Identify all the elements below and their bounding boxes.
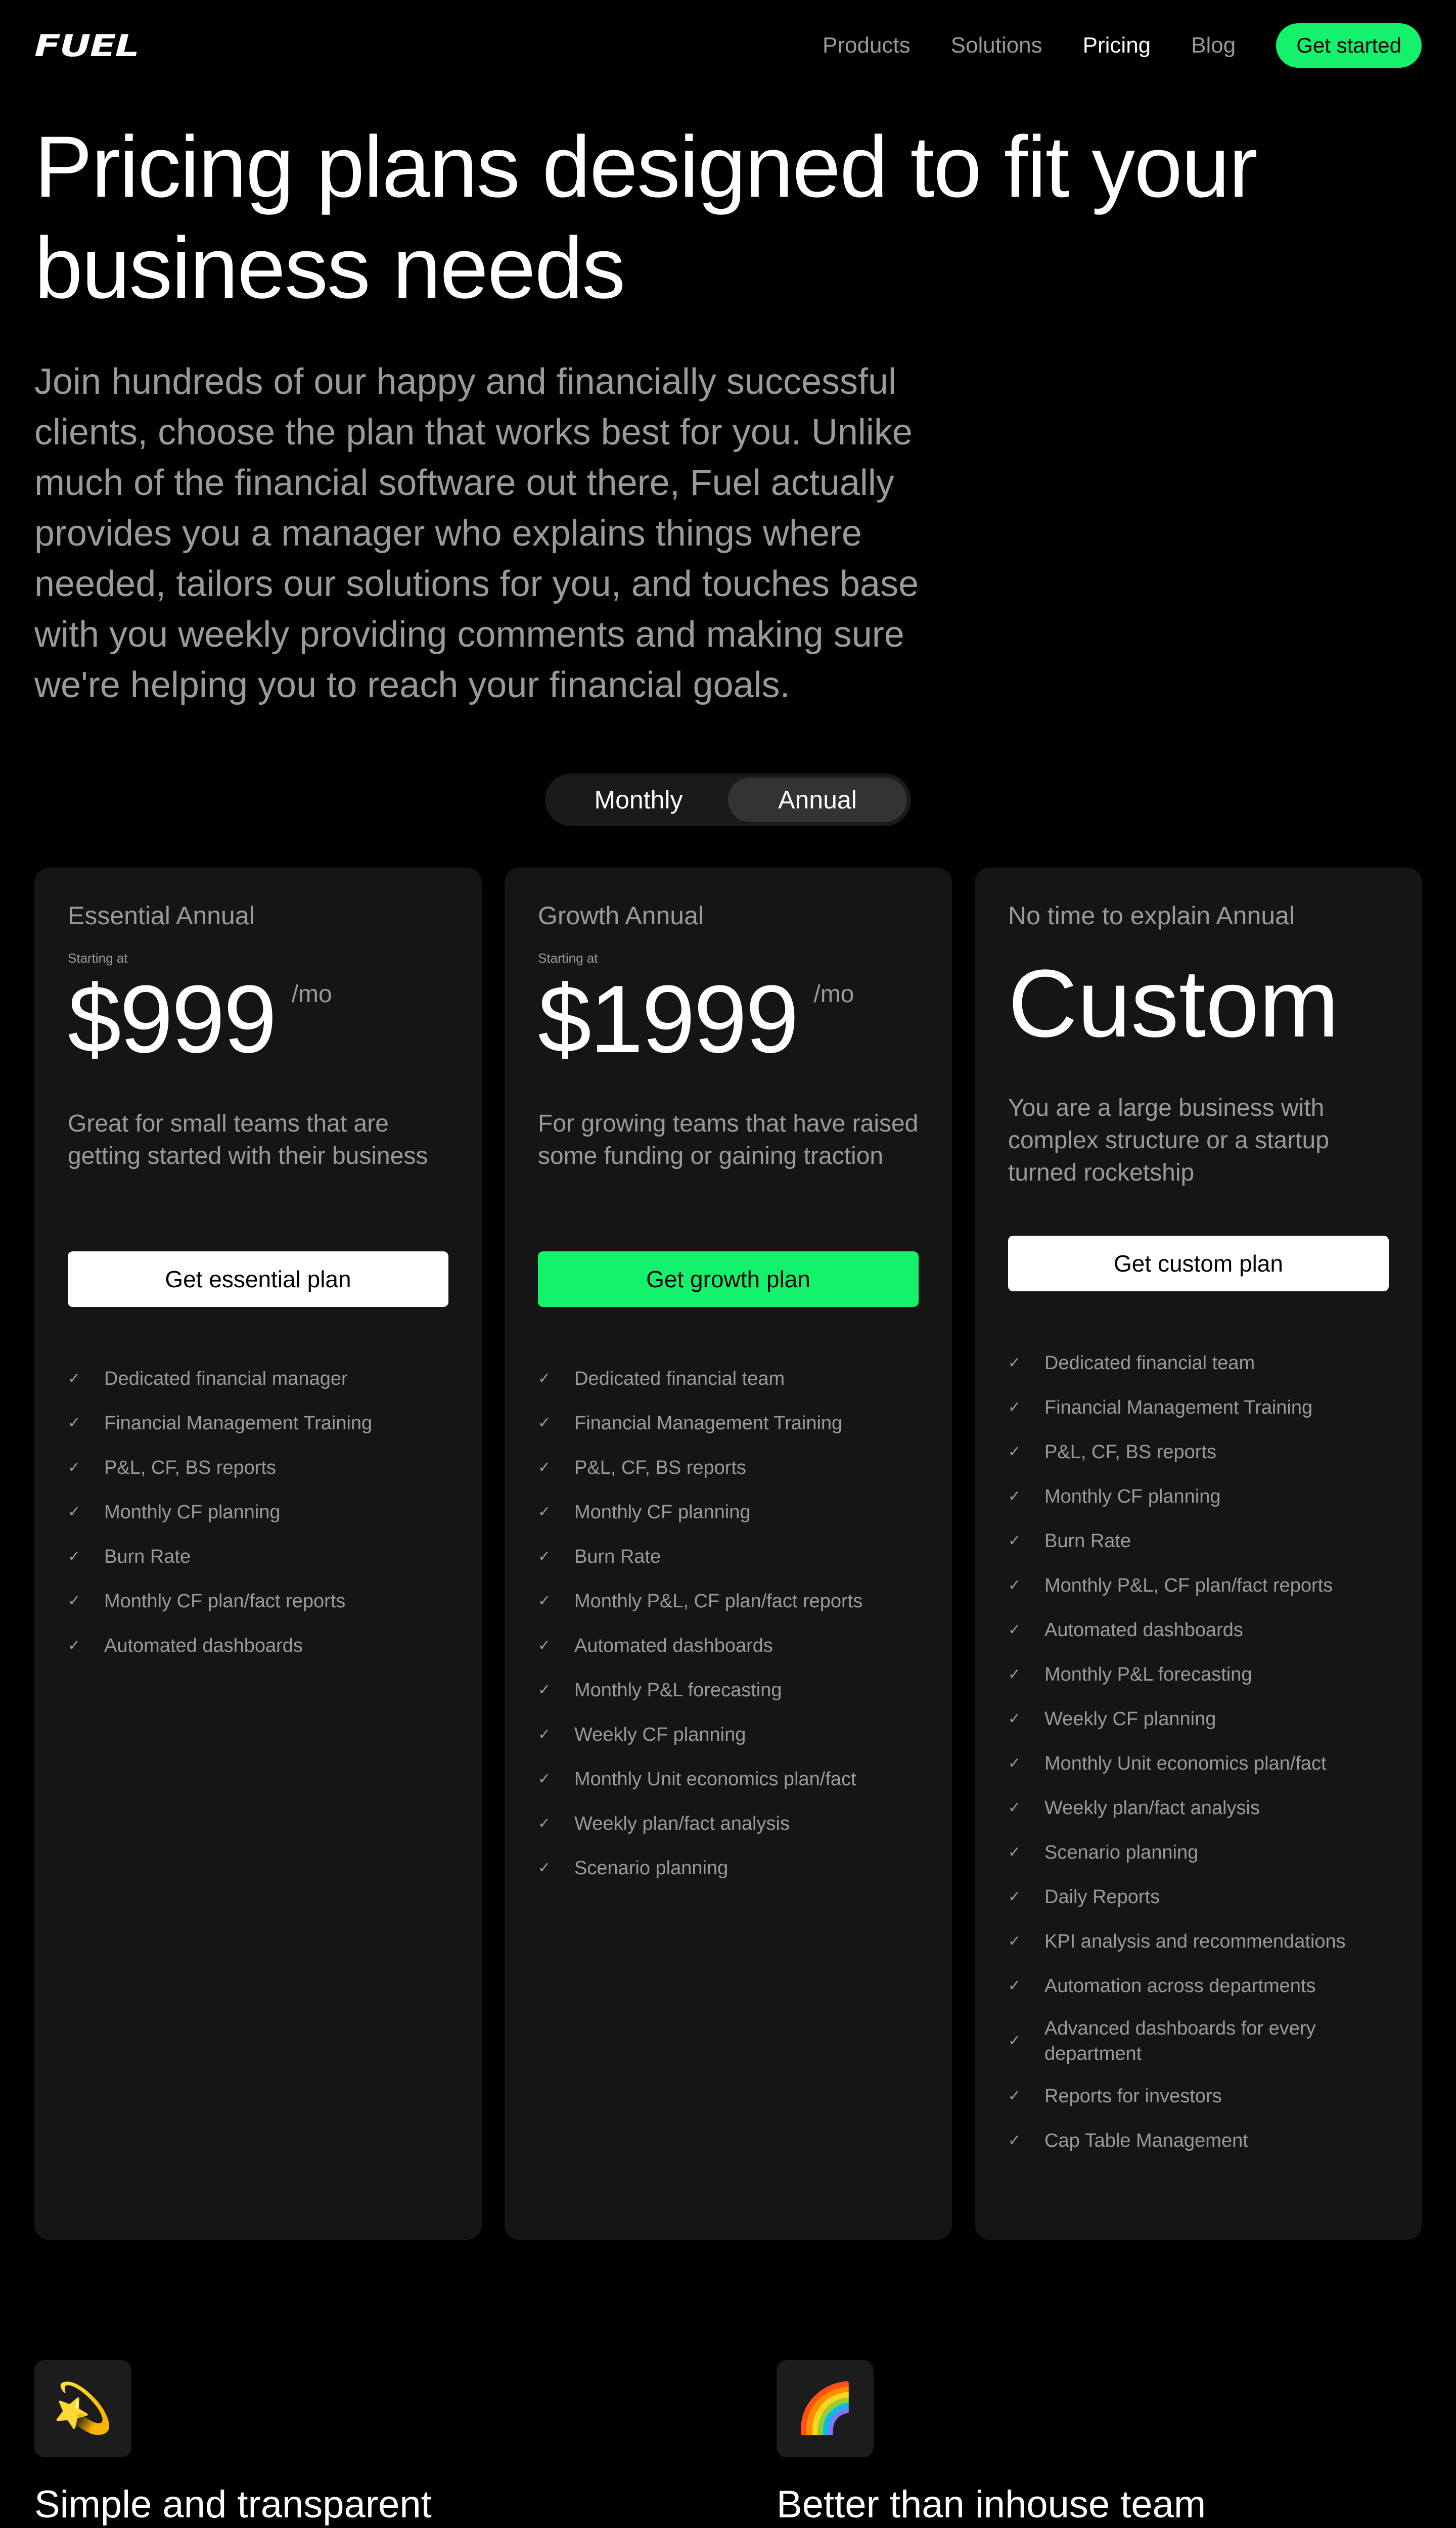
check-icon: ✓ — [68, 1593, 81, 1609]
check-icon: ✓ — [68, 1370, 81, 1387]
feature-item: ✓ Dedicated financial manager — [68, 1357, 448, 1401]
feature-item: ✓ Dedicated financial team — [538, 1357, 919, 1401]
feature-item: ✓ Daily Reports — [1008, 1875, 1389, 1919]
feature-item: ✓ Monthly P&L, CF plan/fact reports — [538, 1579, 919, 1623]
value-prop-title: Better than inhouse team — [777, 2483, 1206, 2526]
plan-card-growth — [505, 868, 952, 2240]
feature-item: ✓ Automated dashboards — [1008, 1608, 1389, 1652]
feature-list — [1008, 1341, 1389, 2163]
check-icon: ✓ — [538, 1815, 551, 1832]
starting-at-label: Starting at — [68, 951, 128, 966]
feature-item: ✓ Automation across departments — [1008, 1964, 1389, 2008]
feature-item: ✓ Burn Rate — [538, 1534, 919, 1579]
price-period: /mo — [291, 981, 332, 1008]
feature-item: ✓ Scenario planning — [1008, 1830, 1389, 1875]
nav-link-products[interactable]: Products — [823, 33, 911, 58]
check-icon: ✓ — [1008, 2033, 1021, 2049]
plan-price: $999 — [68, 966, 276, 1073]
plan-name: No time to explain Annual — [1008, 901, 1295, 930]
check-icon: ✓ — [1008, 1577, 1021, 1594]
check-icon: ✓ — [538, 1415, 551, 1431]
feature-item: ✓ Financial Management Training — [68, 1401, 448, 1446]
check-icon: ✓ — [538, 1593, 551, 1609]
nav-link-blog[interactable]: Blog — [1191, 33, 1236, 58]
page-title: Pricing plans designed to fit your business needs — [34, 118, 1257, 317]
plan-description: You are a large business with complex structure or a startup turned rocketship — [1008, 1095, 1329, 1186]
rainbow-icon: 🌈 — [777, 2360, 874, 2457]
feature-item: ✓ Weekly plan/fact analysis — [538, 1801, 919, 1846]
check-icon: ✓ — [538, 1726, 551, 1743]
plan-name: Essential Annual — [68, 901, 255, 930]
feature-item: ✓ Scenario planning — [538, 1846, 919, 1890]
feature-item: ✓ KPI analysis and recommendations — [1008, 1919, 1389, 1964]
check-icon: ✓ — [68, 1548, 81, 1565]
check-icon: ✓ — [1008, 1443, 1021, 1460]
nav-link-solutions[interactable]: Solutions — [950, 33, 1042, 58]
plan-card-essential — [34, 868, 482, 2240]
check-icon: ✓ — [1008, 1666, 1021, 1683]
plan-price: $1999 — [538, 966, 798, 1073]
nav-links — [823, 23, 1422, 68]
nav-link-pricing[interactable]: Pricing — [1082, 33, 1151, 58]
plan-card-custom — [975, 868, 1422, 2240]
feature-item: ✓ Dedicated financial team — [1008, 1341, 1389, 1385]
toggle-monthly[interactable]: Monthly — [594, 786, 683, 814]
feature-item: ✓ Monthly Unit economics plan/fact — [1008, 1741, 1389, 1786]
sparkle-icon: 💫 — [34, 2360, 131, 2457]
plan-description: Great for small teams that are getting started with their business — [68, 1110, 428, 1169]
check-icon: ✓ — [1008, 1888, 1021, 1905]
starting-at-label: Starting at — [538, 951, 598, 966]
check-icon: ✓ — [538, 1370, 551, 1387]
feature-item: ✓ Automated dashboards — [68, 1623, 448, 1668]
check-icon: ✓ — [538, 1682, 551, 1698]
check-icon: ✓ — [68, 1637, 81, 1654]
feature-item: ✓ Cap Table Management — [1008, 2118, 1389, 2163]
nav-get-started-button[interactable]: Get started — [1276, 23, 1422, 68]
toggle-annual[interactable]: Annual — [728, 778, 907, 822]
feature-item: ✓ Monthly CF planning — [68, 1490, 448, 1534]
check-icon: ✓ — [538, 1504, 551, 1520]
feature-item: ✓ Weekly plan/fact analysis — [1008, 1786, 1389, 1830]
billing-toggle — [545, 774, 911, 826]
feature-list — [538, 1357, 919, 1890]
check-icon: ✓ — [68, 1504, 81, 1520]
check-icon: ✓ — [1008, 1355, 1021, 1371]
feature-item: ✓ P&L, CF, BS reports — [538, 1446, 919, 1490]
feature-item: ✓ P&L, CF, BS reports — [68, 1446, 448, 1490]
feature-item: ✓ Reports for investors — [1008, 2074, 1389, 2118]
hero-description: Join hundreds of our happy and financially successful clients, choose the plan that works best for you. Unlike much of the financial software out there, Fuel actually provides you a manager who explains things where needed, tailors our solutions for you, and touches base with you weekly providing comments and making sure we're helping you to reach your financial goals. — [34, 362, 919, 705]
top-nav — [34, 23, 1422, 68]
check-icon: ✓ — [538, 1459, 551, 1476]
feature-item: ✓ Burn Rate — [1008, 1519, 1389, 1563]
plan-name: Growth Annual — [538, 901, 704, 930]
check-icon: ✓ — [538, 1637, 551, 1654]
value-prop-simple — [34, 2360, 666, 2528]
get-essential-plan-button[interactable]: Get essential plan — [68, 1251, 448, 1307]
check-icon: ✓ — [1008, 1977, 1021, 1994]
check-icon: ✓ — [1008, 1755, 1021, 1772]
feature-item: ✓ Monthly CF planning — [538, 1490, 919, 1534]
feature-item: ✓ Monthly CF plan/fact reports — [68, 1579, 448, 1623]
feature-item: ✓ Monthly P&L forecasting — [1008, 1652, 1389, 1697]
check-icon: ✓ — [68, 1459, 81, 1476]
price-period: /mo — [813, 981, 854, 1008]
feature-item: ✓ Financial Management Training — [538, 1401, 919, 1446]
check-icon: ✓ — [1008, 1799, 1021, 1816]
feature-item: ✓ Monthly Unit economics plan/fact — [538, 1757, 919, 1801]
check-icon: ✓ — [538, 1548, 551, 1565]
check-icon: ✓ — [1008, 1399, 1021, 1416]
get-custom-plan-button[interactable]: Get custom plan — [1008, 1236, 1389, 1291]
check-icon: ✓ — [1008, 2132, 1021, 2149]
check-icon: ✓ — [1008, 1488, 1021, 1505]
feature-item: ✓ P&L, CF, BS reports — [1008, 1430, 1389, 1474]
check-icon: ✓ — [1008, 1933, 1021, 1950]
get-growth-plan-button[interactable]: Get growth plan — [538, 1251, 919, 1307]
feature-item: ✓ Financial Management Training — [1008, 1385, 1389, 1430]
feature-item: ✓ Advanced dashboards for every department — [1008, 2018, 1316, 2064]
feature-item: ✓ Burn Rate — [68, 1534, 448, 1579]
fuel-logo[interactable]: FUEL — [34, 28, 139, 63]
value-prop-title: Simple and transparent — [34, 2483, 432, 2526]
feature-item: ✓ Weekly CF planning — [538, 1712, 919, 1757]
plan-description: For growing teams that have raised some funding or gaining traction — [538, 1110, 919, 1169]
feature-item: ✓ Monthly P&L forecasting — [538, 1668, 919, 1712]
check-icon: ✓ — [538, 1860, 551, 1876]
check-icon: ✓ — [68, 1415, 81, 1431]
feature-list — [68, 1357, 448, 1668]
check-icon: ✓ — [1008, 1621, 1021, 1638]
check-icon: ✓ — [1008, 1844, 1021, 1861]
feature-item: ✓ Automated dashboards — [538, 1623, 919, 1668]
feature-item: ✓ Weekly CF planning — [1008, 1697, 1389, 1741]
check-icon: ✓ — [538, 1771, 551, 1787]
value-prop-inhouse — [777, 2360, 1408, 2528]
check-icon: ✓ — [1008, 1532, 1021, 1549]
feature-item: ✓ Monthly P&L, CF plan/fact reports — [1008, 1563, 1389, 1608]
check-icon: ✓ — [1008, 2088, 1021, 2104]
feature-item: ✓ Monthly CF planning — [1008, 1474, 1389, 1519]
plan-price: Custom — [1008, 950, 1339, 1057]
check-icon: ✓ — [1008, 1710, 1021, 1727]
